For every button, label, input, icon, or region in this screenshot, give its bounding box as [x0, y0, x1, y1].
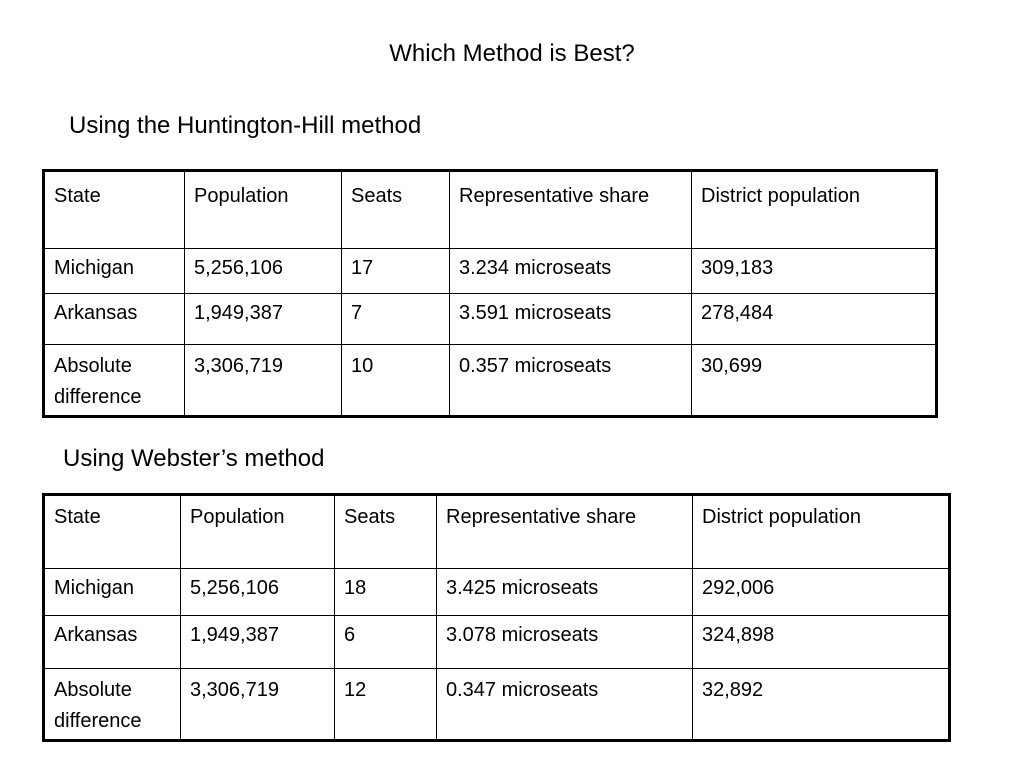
table-row [44, 249, 937, 294]
column-header-district-population: District population [692, 171, 937, 249]
state-cell: Arkansas [44, 294, 185, 345]
table-row [44, 569, 950, 616]
state-cell: Absolute difference [44, 669, 181, 741]
seats-cell: 10 [342, 345, 450, 417]
district-population-cell: 324,898 [693, 616, 950, 669]
population-cell: 3,306,719 [181, 669, 335, 741]
state-cell: Michigan [44, 569, 181, 616]
table-header-row [44, 495, 950, 569]
representative-share-cell: 0.357 microseats [450, 345, 692, 417]
representative-share-cell: 3.078 microseats [437, 616, 693, 669]
column-header-state: State [44, 495, 181, 569]
table-row [44, 294, 937, 345]
population-cell: 3,306,719 [185, 345, 342, 417]
representative-share-cell: 3.234 microseats [450, 249, 692, 294]
district-population-cell: 32,892 [693, 669, 950, 741]
state-cell: Arkansas [44, 616, 181, 669]
seats-cell: 6 [335, 616, 437, 669]
column-header-representative-share: Representative share [437, 495, 693, 569]
seats-cell: 12 [335, 669, 437, 741]
state-cell: Michigan [44, 249, 185, 294]
population-cell: 5,256,106 [181, 569, 335, 616]
webster-heading: Using Webster’s method [63, 445, 325, 472]
column-header-seats: Seats [342, 171, 450, 249]
table-row [44, 669, 950, 741]
state-cell: Absolute difference [44, 345, 185, 417]
seats-cell: 7 [342, 294, 450, 345]
population-cell: 1,949,387 [181, 616, 335, 669]
table-row [44, 345, 937, 417]
population-cell: 5,256,106 [185, 249, 342, 294]
district-population-cell: 30,699 [692, 345, 937, 417]
column-header-population: Population [185, 171, 342, 249]
population-cell: 1,949,387 [185, 294, 342, 345]
district-population-cell: 278,484 [692, 294, 937, 345]
column-header-district-population: District population [693, 495, 950, 569]
column-header-seats: Seats [335, 495, 437, 569]
column-header-state: State [44, 171, 185, 249]
representative-share-cell: 3.591 microseats [450, 294, 692, 345]
representative-share-cell: 0.347 microseats [437, 669, 693, 741]
huntington-hill-heading: Using the Huntington-Hill method [69, 112, 422, 139]
huntington-hill-table [42, 169, 938, 418]
slide-title: Which Method is Best? [389, 40, 635, 67]
seats-cell: 17 [342, 249, 450, 294]
column-header-population: Population [181, 495, 335, 569]
table-row [44, 616, 950, 669]
seats-cell: 18 [335, 569, 437, 616]
table-header-row [44, 171, 937, 249]
webster-table [42, 493, 951, 742]
representative-share-cell: 3.425 microseats [437, 569, 693, 616]
district-population-cell: 292,006 [693, 569, 950, 616]
district-population-cell: 309,183 [692, 249, 937, 294]
column-header-representative-share: Representative share [450, 171, 692, 249]
